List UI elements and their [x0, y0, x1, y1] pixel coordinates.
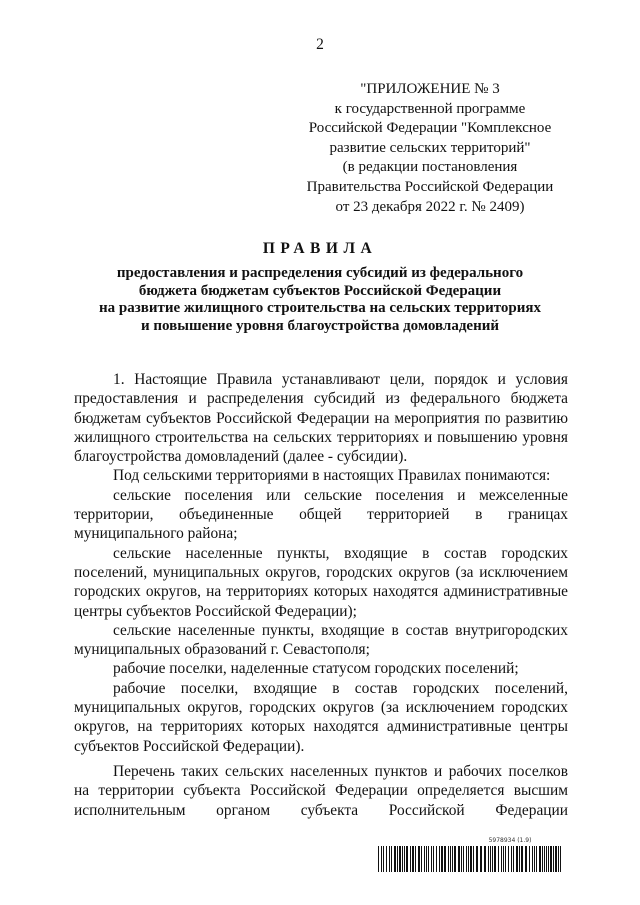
document-number: 5978934 (1.9)	[488, 837, 532, 844]
paragraph: 1. Настоящие Правила устанавливают цели, порядок и условия предоставления и распределения субсидий из федерального бюджета бюджетам субъектов Российской Федерации на мероприятия по развитию жилищного строительства на сельских территориях и повышению уровня благоустройства домовладений (далее - субсидии).	[74, 371, 568, 466]
subtitle-line: и повышение уровня благоустройства домовладений	[140, 317, 500, 334]
subtitle-line: на развитие жилищного строительства на сельских территориях	[99, 300, 541, 317]
paragraph: сельские населенные пункты, входящие в состав внутригородских муниципальных образований г. Севастополя;	[74, 621, 568, 659]
appendix-line: "ПРИЛОЖЕНИЕ № 3	[360, 81, 500, 97]
document-body	[74, 370, 568, 820]
paragraph: Перечень таких сельских населенных пунктов и рабочих поселков на территории субъекта Российской Федерации определяется высшим исполнительным органом субъекта Российской Федерации	[74, 762, 568, 819]
appendix-line: от 23 декабря 2022 г. № 2409)	[335, 198, 525, 215]
appendix-line: (в редакции постановления	[342, 159, 518, 176]
subtitle-line: предоставления и распределения субсидий из федерального	[116, 265, 524, 281]
paragraph: сельские населенные пункты, входящие в состав городских поселений, муниципальных округов, городских округов (за исключением городских округов, на территориях которых находятся административные центры субъектов Российской Федерации);	[74, 544, 568, 620]
paragraph: Под сельскими территориями в настоящих Правилах понимаются:	[113, 467, 551, 485]
page-number: 2	[316, 36, 324, 53]
paragraph: рабочие поселки, входящие в состав городских поселений, муниципальных округов, городских округов (за исключением городских округов, на территориях которых находятся административные центры субъектов Российской Федерации).	[74, 679, 568, 755]
appendix-line: Правительства Российской Федерации	[306, 178, 554, 195]
document-subtitle	[80, 265, 560, 335]
appendix-line: развитие сельских территорий"	[329, 139, 531, 156]
document-title: ПРАВИЛА	[262, 240, 378, 257]
paragraph: рабочие поселки, наделенные статусом городских поселений;	[113, 660, 519, 678]
appendix-header	[300, 80, 560, 217]
barcode	[378, 846, 564, 872]
appendix-line: к государственной программе	[334, 100, 526, 117]
paragraph: сельские поселения или сельские поселения и межселенные территории, объединенные общей территорией в границах муниципального района;	[74, 486, 568, 543]
subtitle-line: бюджета бюджетам субъектов Российской Федерации	[138, 282, 502, 299]
appendix-line: Российской Федерации "Комплексное	[308, 120, 552, 137]
